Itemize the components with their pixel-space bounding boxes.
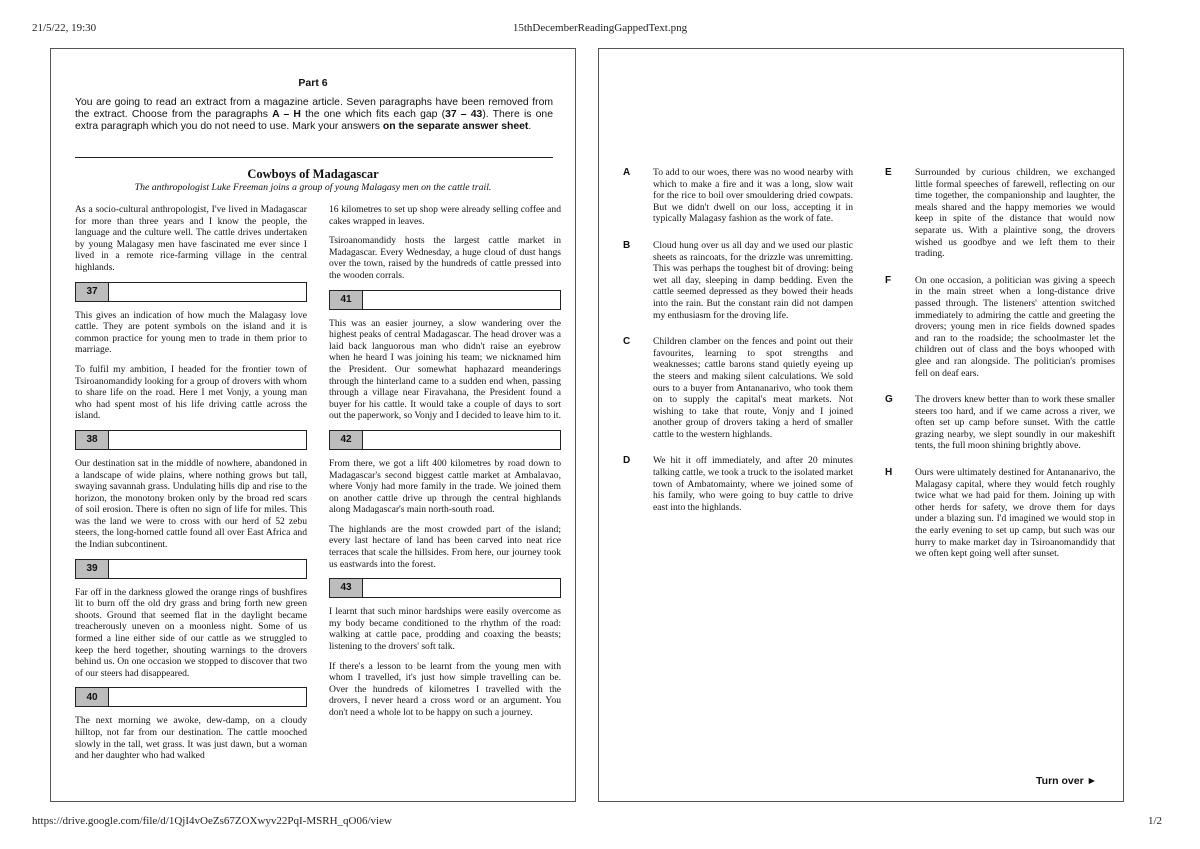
gap-43[interactable] <box>329 578 561 598</box>
exam-page-left <box>50 48 576 802</box>
paragraph: 16 kilometres to set up shop were already selling coffee and cakes wrapped in leaves. <box>329 204 561 227</box>
gap-number: 38 <box>75 430 109 450</box>
paragraph: To fulfil my ambition, I headed for the frontier town of Tsiroanomandidy looking for a group of drovers with whom to share life on the road. Here I met Vonjy, a young man who had spent most of his life driving cattle across the island. <box>75 363 307 422</box>
article-column-right <box>329 204 561 727</box>
option-text: The drovers knew better than to work these smaller steers too hard, and if we came across a river, we often set up camp before sunset. With the cattle grazing nearby, we slept soundly in our makeshift tents, the full moon shining brightly above. <box>915 394 1115 452</box>
gap-number: 39 <box>75 559 109 579</box>
gap-number: 42 <box>329 430 363 450</box>
gap-number: 41 <box>329 290 363 310</box>
paragraph: Far off in the darkness glowed the orange rings of bushfires lit to burn off the old dry grass and bring forth new green shoots. Ground that seemed flat in the daylight became treacherously uneven on a moonless night. Some of us formed a line either side of our cattle as we struggled to keep the herd together, shouting warnings to the drovers behind us. On one occasion we stopped to discover that two of our steers had disappeared. <box>75 586 307 679</box>
paragraph: I learnt that such minor hardships were easily overcome as my body became conditioned to the rhythm of the road: walking at cattle pace, prodding and coaxing the beasts; listening to the drovers' soft talk. <box>329 606 561 653</box>
paragraph: The next morning we awoke, dew-damp, on a cloudy hilltop, not far from our destination. The cattle mooched slowly in the tall, wet grass. It was just dawn, but a woman and her daughter who had walked <box>75 715 307 762</box>
paragraph: From there, we got a lift 400 kilometres by road down to Madagascar's second biggest cattle market at Ambalavao, where Vonjy had more family in the trade. We joined them on another cattle drive up through the central highlands along Madagascar's main north-south road. <box>329 457 561 516</box>
gap-number: 40 <box>75 687 109 707</box>
instructions: You are going to read an extract from a magazine article. Seven paragraphs have been removed from the extract. Choose from the paragraphs A – H the one which fits each gap (37 – 43). There is one extra paragraph which you do not need to use. Mark your answers on the separate answer sheet. <box>75 97 553 132</box>
option-letter: F <box>885 274 892 286</box>
option-text: Surrounded by curious children, we exchanged little formal speeches of farewell, reflecting on our time together, the companionship and laughter, the meals shared and the happy memories we would keep in spite of the distance that would now separate us. With a plaintive song, the drovers wished us goodbye and we left them to their trading. <box>915 167 1115 260</box>
gap-39[interactable] <box>75 559 307 579</box>
gap-answer-box[interactable] <box>109 282 307 302</box>
gap-answer-box[interactable] <box>109 559 307 579</box>
option-text: Children clamber on the fences and point out their favourites, learning to spot strengths and weaknesses; cattle barons stand quietly eyeing up the steers and making silent calculations. We sold ours to a buyer from Antananarivo, who took them on to supply the capital's meat markets. Not wishing to take that route, Vonjy and I joined another group of drovers taking a herd of smaller cattle to the western highlands. <box>653 336 853 440</box>
article-title: Cowboys of Madagascar <box>247 167 379 181</box>
paragraph: If there's a lesson to be learnt from the young men with whom I travelled, it's just how simple travelling can be. Over the hundreds of kilometres I travelled with the drovers, I never heard a cross word or an argument. You don't need a whole lot to be happy on such a journey. <box>329 660 561 718</box>
option-e <box>885 167 1115 260</box>
option-letter: G <box>885 394 893 406</box>
gap-answer-box[interactable] <box>109 430 307 450</box>
paragraph: The highlands are the most crowded part of the island; every last hectare of land has been carved into neat rice terraces that scale the hillsides. From here, our journey took us eastwards into the forest. <box>329 523 561 570</box>
print-datetime: 21/5/22, 19:30 <box>32 22 97 34</box>
option-letter: B <box>623 239 631 251</box>
gap-37[interactable] <box>75 282 307 302</box>
paragraph: This gives an indication of how much the Malagasy love cattle. They are potent symbols on the island and it is common practice for young men to trade in them prior to marriage. <box>75 309 307 356</box>
gap-answer-box[interactable] <box>109 687 307 707</box>
option-text: Ours were ultimately destined for Antananarivo, the Malagasy capital, where they would fetch roughly twice what we had paid for them. Joining up with other herds for safety, we drove them for days under a blazing sun. I'd imagined we would stop in the early evening to set up camp, but such was our hurry to make market day in Tsiroanomandidy that we often kept going well after sunset. <box>915 467 1115 560</box>
option-b <box>623 240 853 321</box>
option-h <box>885 467 1115 560</box>
option-letter: H <box>885 467 893 479</box>
option-letter: C <box>623 336 631 348</box>
option-text: To add to our woes, there was no wood nearby with which to make a fire and it was a long, slow wait for the rice to boil over smouldering dried cowpats. But we didn't dwell on our loss, accepting it in typically Malagasy fashion as the work of fate. <box>653 167 853 225</box>
gap-41[interactable] <box>329 290 561 310</box>
article-column-left <box>75 204 307 770</box>
turn-over-label: Turn over ► <box>1036 775 1097 787</box>
option-text: Cloud hung over us all day and we used our plastic sheets as raincoats, for the drizzle was unremitting. This was perhaps the toughest bit of droving: being wet all day, sleeping in damp bedding. Even the cattle seemed depressed as they bowed their heads into the rain. But the constant rain did not dampen my enthusiasm for the droving life. <box>653 239 853 321</box>
divider <box>75 157 553 158</box>
option-g <box>885 394 1115 452</box>
print-url: https://drive.google.com/file/d/1QjI4vOeZs67ZOXwyv22PqI-MSRH_qO06/view <box>32 815 392 827</box>
paragraph: As a socio-cultural anthropologist, I've lived in Madagascar for more than three years and I know the people, the language and the culture well. The cattle drives undertaken by young Malagasy men have fascinated me ever since I lived in a remote rice-farming village in the central highlands. <box>75 204 307 273</box>
gap-number: 43 <box>329 578 363 598</box>
option-letter: E <box>885 167 892 178</box>
gap-answer-box[interactable] <box>363 290 561 310</box>
gap-answer-box[interactable] <box>363 430 561 450</box>
gap-number: 37 <box>75 282 109 302</box>
print-page-indicator: 1/2 <box>1147 815 1162 827</box>
option-text: On one occasion, a politician was giving a speech in the main street when a long-distance drive passed through. The listeners' attention switched immediately to admiring the cattle and greeting the drovers; young men in rice fields downed spades and ran to the roadside; the schoolmaster let the children out of class and the boys whooped with glee and ran alongside. The politician's promises fell on deaf ears. <box>915 274 1115 379</box>
gap-answer-box[interactable] <box>363 578 561 598</box>
paragraph: This was an easier journey, a slow wandering over the highest peaks of central Madagascar. The head drover was a laid back languorous man who didn't raise an eyebrow when he heard I was joining his team; we nicknamed him the President. Our somewhat haphazard meanderings through the hinterland came to a sudden end when, passing through a village near Firavahana, the President found a buyer for his cattle. It would take a couple of days to sort out the paperwork, so Vonjy and I decided to leave him to it. <box>329 317 561 422</box>
option-c <box>623 336 853 440</box>
options-column-right <box>885 167 1115 575</box>
paragraph: Tsiroanomandidy hosts the largest cattle market in Madagascar. Every Wednesday, a huge cloud of dust hangs over the town, raised by the hundreds of cattle pressed into the wooden corrals. <box>329 235 561 281</box>
part-heading: Part 6 <box>298 77 328 89</box>
option-text: We hit it off immediately, and after 20 minutes talking cattle, we took a truck to the isolated market town of Ambatomainty, where we joined some of his family, who were going to buy cattle to drive east into the highlands. <box>653 455 853 513</box>
gap-40[interactable] <box>75 687 307 707</box>
option-d <box>623 455 853 513</box>
exam-page-right <box>598 48 1124 802</box>
print-filename: 15thDecemberReadingGappedText.png <box>512 22 688 34</box>
article-subtitle: The anthropologist Luke Freeman joins a group of young Malagasy men on the cattle trail. <box>134 182 492 193</box>
options-column-left <box>623 167 853 528</box>
option-f <box>885 275 1115 379</box>
gap-38[interactable] <box>75 430 307 450</box>
option-a <box>623 167 853 225</box>
option-letter: D <box>623 455 631 467</box>
gap-42[interactable] <box>329 430 561 450</box>
paragraph: Our destination sat in the middle of nowhere, abandoned in a landscape of wide plains, where nothing grows but tall, swaying savannah grass. Undulating hills dip and rise to the horizon, the monotony broken only by the broad red scars of soil erosion. There is often no sign of life for miles. This was the land we were to cross with our herd of 52 zebu steers, the long-horned cattle found all over East Africa and the Indian subcontinent. <box>75 457 307 551</box>
option-letter: A <box>623 167 631 178</box>
